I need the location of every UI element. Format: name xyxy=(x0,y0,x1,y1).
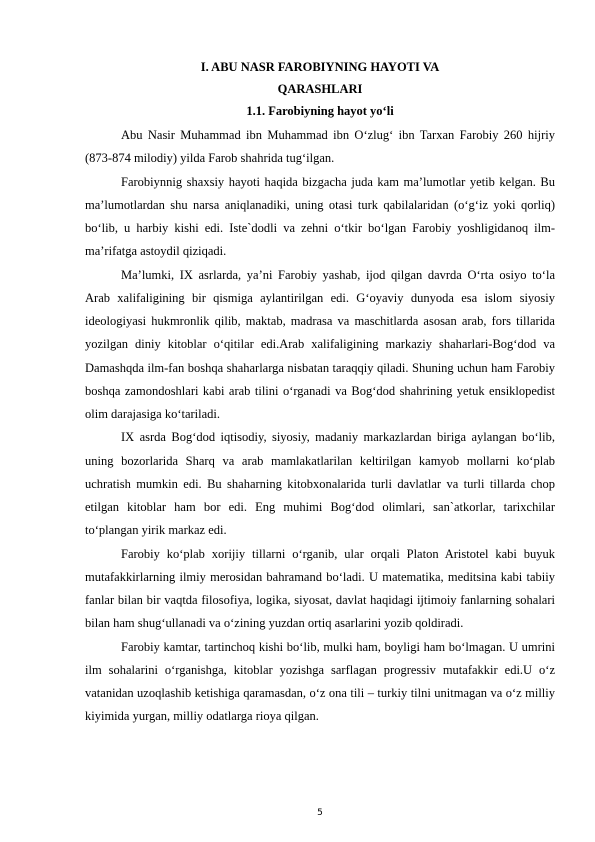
paragraph-3: Ma’lumki, IX asrlarda, ya’ni Farobiy yashab, ijod qilgan davrda O‘rta osiyo to‘la Arab xalifaligining bir qismiga aylantirilgan edi. G‘oyaviy dunyoda esa islom siyosiy ideologiyasi hukmronlik qilib, maktab, madrasa va maschitlarda asosan arab, fors tillarida yozilgan diniy kitoblar o‘qitilar edi.Arab xalifaligining markaziy shaharlari-Bog‘dod va Damashqda ilm-fan boshqa shaharlarga nisbatan taraqqiy qiladi. Shuning uchun ham Farobiy boshqa zamondoshlari kabi arab tilini o‘rganadi va Bog‘dod shahrining yetuk ensiklopedist olim darajasiga ko‘tariladi. xyxy=(85,267,555,421)
paragraph-6: Farobiy kamtar, tartinchoq kishi bo‘lib, mulki ham, boyligi ham bo‘lmagan. U umrini ilm sohalarini o‘rganishga, kitoblar yozishga sarflagan progressiv mutafakkir edi.U o‘z vatanidan uzoqlashib ketishiga qaramasdan, o‘z ona tili – turkiy tilni unitmagan va o‘z milliy kiyimida yurgan, milliy odatlarga rioya qilgan. xyxy=(85,639,555,724)
chapter-title-line2: QARASHLARI xyxy=(277,82,363,96)
paragraph-2: Farobiynnig shaxsiy hayoti haqida bizgacha juda kam ma’lumotlar yetib kelgan. Bu ma’lumotlardan shu narsa aniqlanadiki, uning otasi turk qabilalaridan (o‘g‘iz yoki qorliq) bo‘lib, u harbiy kishi edi. Iste`dodli va zehni o‘tkir bo‘lgan Farobiy yoshligidanoq ilm-ma’rifatga astoydil qiziqadi. xyxy=(85,174,555,259)
paragraph-1: Abu Nasir Muhammad ibn Muhammad ibn O‘zlug‘ ibn Tarxan Farobiy 260 hijriy (873-874 milodiy) yilda Farob shahrida tug‘ilgan. xyxy=(85,128,555,166)
section-subtitle: 1.1. Farobiyning hayot yo‘li xyxy=(246,104,394,118)
paragraph-4: IX asrda Bog‘dod iqtisodiy, siyosiy, madaniy markazlardan biriga aylangan bo‘lib, uning bozorlarida Sharq va arab mamlakatlarilan keltirilgan kamyob mollarni ko‘plab uchratish mumkin edi. Bu shaharning kitobxonalarida turli davlatlar va turli tillarda chop etilgan kitoblar ham bor edi. Eng muhimi Bog‘dod olimlari, san`atkorlar, tarixchilar to‘plangan yirik markaz edi. xyxy=(85,430,555,538)
paragraph-5: Farobiy ko‘plab xorijiy tillarni o‘rganib, ular orqali Platon Aristotel kabi buyuk mutafakkirlarning ilmiy merosidan bahramand bo‘ladi. U matematika, meditsina kabi tabiiy fanlar bilan bir vaqtda filosofiya, logika, siyosat, davlat haqidagi ijtimoiy fanlarning sohalari bilan ham shug‘ullanadi va o‘zining yuzdan ortiq asarlarini yozib qoldiradi. xyxy=(85,546,555,631)
chapter-title-line1: I. ABU NASR FAROBIYNING HAYOTI VA xyxy=(200,60,440,74)
body-text xyxy=(85,124,555,729)
page-number: 5 xyxy=(317,808,323,818)
